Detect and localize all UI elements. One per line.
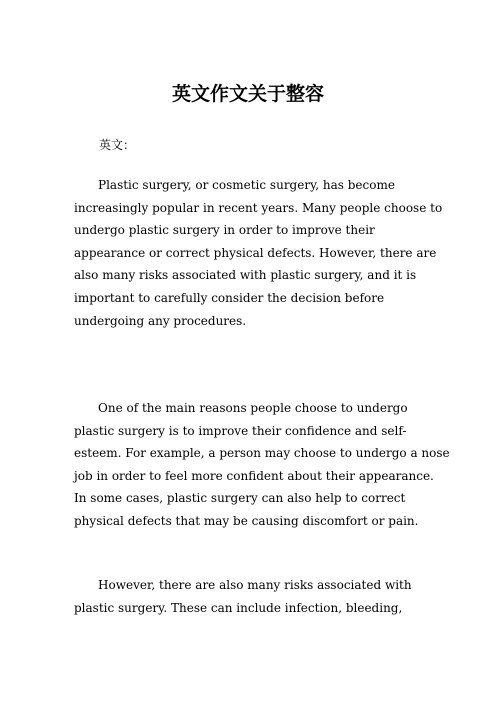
paragraph-line: undergo plastic surgery in order to improve their [74,223,375,238]
paragraph-3 [74,574,424,619]
paragraph-2 [74,397,450,533]
paragraph-line: important to carefully consider the decision before [74,290,385,305]
paragraph-line: appearance or correct physical defects. However, there are [74,245,437,260]
paragraph-line: undergoing any procedures. [74,313,247,328]
paragraph-line: One of the main reasons people choose to undergo [98,401,408,415]
paragraph-1 [74,174,443,332]
paragraph-line: Plastic surgery, or cosmetic surgery, has become [98,178,395,192]
paragraph-line: job in order to feel more confident about their appearance. [74,468,434,483]
document-title: 英文作文关于整容 [171,83,324,105]
paragraph-line: increasingly popular in recent years. Many people choose to [74,200,443,215]
paragraph-line: plastic surgery is to improve their confidence and self- [74,423,407,438]
paragraph-line: physical defects that may be causing discomfort or pain. [74,513,419,528]
paragraph-line: esteem. For example, a person may choose to undergo a nose [74,446,450,461]
paragraph-line: In some cases, plastic surgery can also help to correct [74,491,406,506]
paragraph-line: also many risks associated with plastic surgery, and it is [74,268,417,283]
section-label: 英文： [99,138,136,152]
paragraph-line: plastic surgery. These can include infection, bleeding, [74,600,403,615]
paragraph-line: However, there are also many risks associated with [98,578,412,592]
